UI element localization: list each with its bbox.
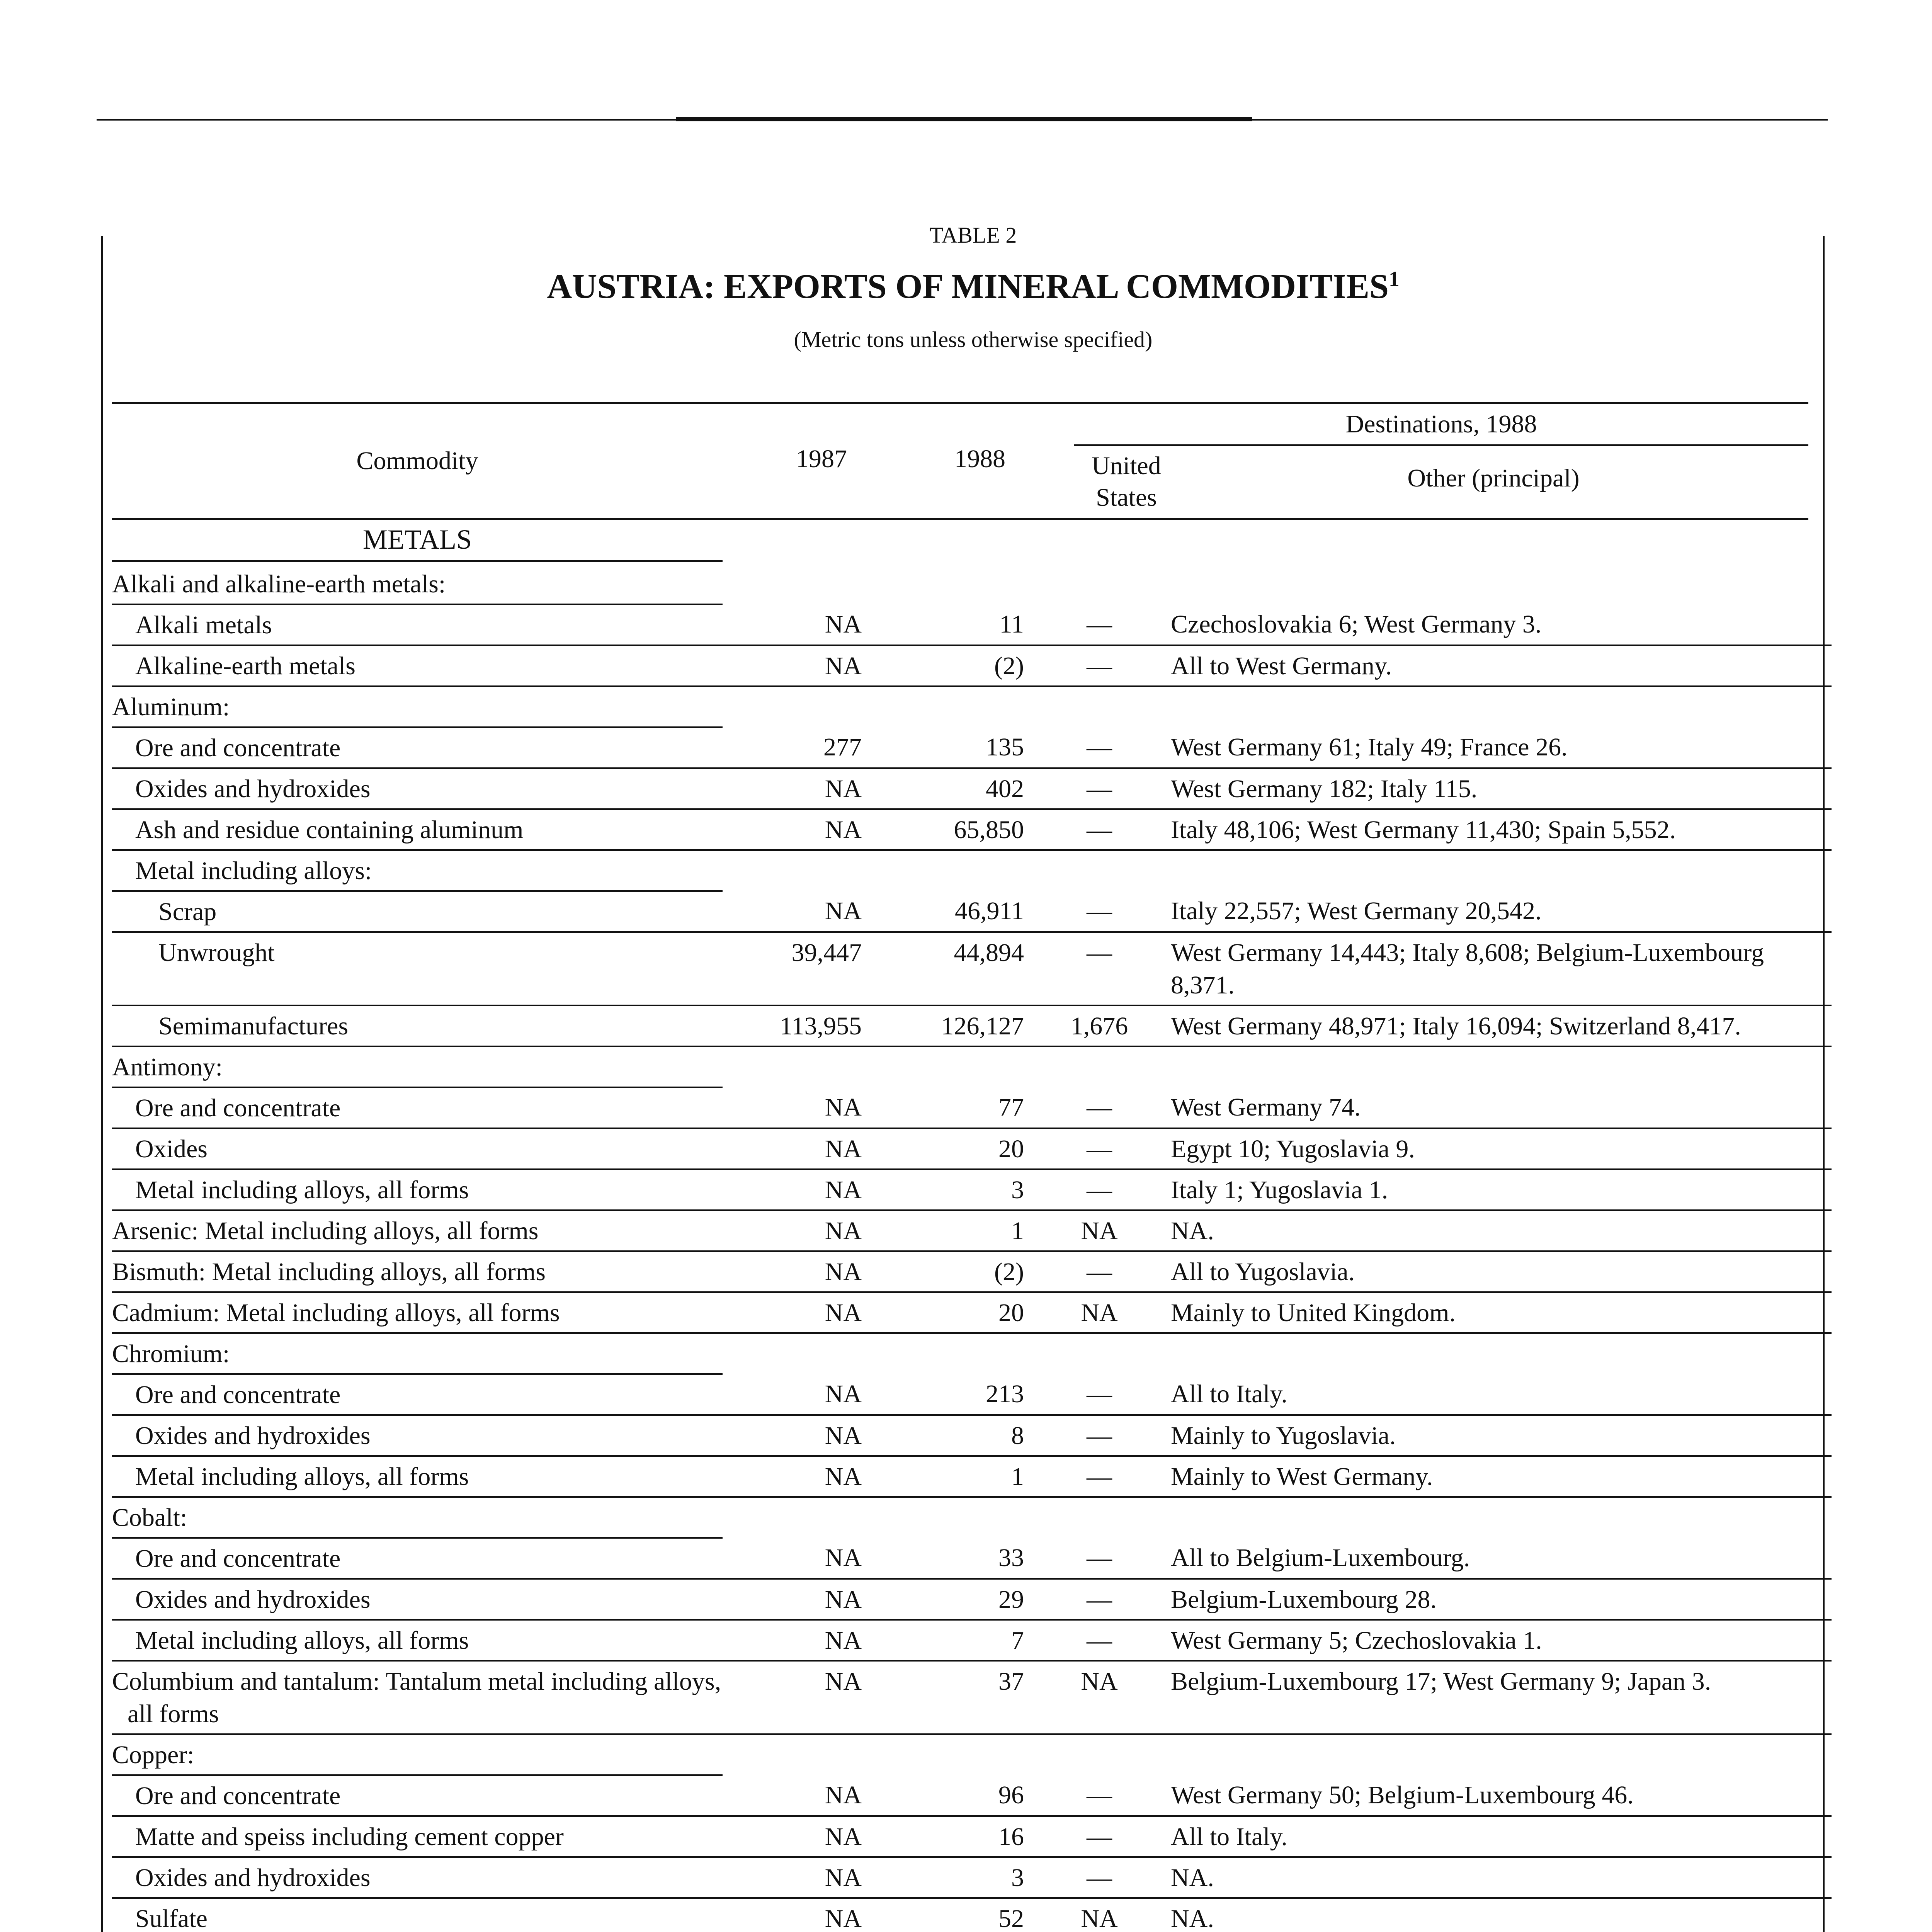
commodity-label: Chromium: (112, 1340, 230, 1368)
empty-cell (723, 1333, 877, 1374)
top-rule-thick (676, 117, 1252, 121)
value-other-destinations: NA. (1151, 1857, 1832, 1898)
destinations-rule (1074, 444, 1808, 446)
value-1987: NA (723, 768, 877, 809)
value-other-destinations: NA. (1151, 1210, 1832, 1251)
value-1988: 77 (877, 1087, 1047, 1128)
commodity-cell (112, 768, 723, 809)
page-title (0, 267, 1932, 306)
table-row (112, 1816, 1832, 1857)
commodity-label: Alkali metals (135, 611, 272, 639)
value-other-destinations: Belgium-Luxembourg 28. (1151, 1579, 1832, 1620)
value-1988: 29 (877, 1579, 1047, 1620)
commodity-cell (112, 1251, 723, 1292)
value-united-states: — (1047, 932, 1151, 1005)
value-united-states: — (1047, 1415, 1151, 1456)
value-united-states: — (1047, 1816, 1151, 1857)
value-1987: 277 (723, 727, 877, 768)
value-united-states: — (1047, 1857, 1151, 1898)
value-1987: 113,955 (723, 1005, 877, 1046)
commodity-label: Metal including alloys, all forms (135, 1626, 469, 1655)
empty-cell (1047, 1734, 1151, 1775)
value-1988: 96 (877, 1775, 1047, 1816)
commodity-label: Unwrought (158, 939, 275, 967)
value-1987: NA (723, 1857, 877, 1898)
subtitle: (Metric tons unless otherwise specified) (794, 327, 1153, 352)
value-other-destinations: West Germany 182; Italy 115. (1151, 768, 1832, 809)
left-margin-rule (101, 236, 103, 1932)
value-1987: 39,447 (723, 932, 877, 1005)
table-row (112, 1857, 1832, 1898)
empty-cell (1151, 1333, 1832, 1374)
table-row (112, 1579, 1832, 1620)
value-other-destinations: Italy 1; Yugoslavia 1. (1151, 1169, 1832, 1210)
header-commodity: Commodity (356, 447, 478, 475)
commodity-label: Aluminum: (112, 693, 230, 721)
value-united-states: — (1047, 1620, 1151, 1661)
commodity-cell (112, 1333, 723, 1374)
commodity-label: Alkaline-earth metals (135, 652, 355, 680)
empty-cell (1047, 686, 1151, 727)
value-1987: NA (723, 645, 877, 686)
value-1988: 11 (877, 604, 1047, 645)
commodity-cell (112, 1415, 723, 1456)
empty-cell (1151, 850, 1832, 891)
value-1987: NA (723, 1251, 877, 1292)
value-united-states: — (1047, 1775, 1151, 1816)
empty-cell (877, 1734, 1047, 1775)
value-1988: 46,911 (877, 891, 1047, 932)
commodity-label: Oxides and hydroxides (135, 1585, 371, 1614)
value-united-states: — (1047, 604, 1151, 645)
empty-cell (1047, 1333, 1151, 1374)
empty-cell (1047, 1497, 1151, 1538)
value-united-states: — (1047, 1579, 1151, 1620)
table-row (112, 1210, 1832, 1251)
value-1987: NA (723, 1456, 877, 1497)
empty-cell (877, 686, 1047, 727)
value-1988: 8 (877, 1415, 1047, 1456)
value-other-destinations: All to Italy. (1151, 1816, 1832, 1857)
value-1988: 3 (877, 1857, 1047, 1898)
value-1988: 52 (877, 1898, 1047, 1932)
value-1987: NA (723, 891, 877, 932)
commodity-label: Copper: (112, 1741, 194, 1769)
commodity-cell (112, 1857, 723, 1898)
value-1988: 402 (877, 768, 1047, 809)
empty-cell (1151, 1497, 1832, 1538)
value-other-destinations: Mainly to United Kingdom. (1151, 1292, 1832, 1333)
value-1987: NA (723, 1087, 877, 1128)
empty-cell (1151, 686, 1832, 727)
value-other-destinations: All to West Germany. (1151, 645, 1832, 686)
commodity-label: Cadmium: Metal including alloys, all forms (112, 1299, 560, 1327)
commodity-cell (112, 1374, 723, 1415)
value-other-destinations: Italy 48,106; West Germany 11,430; Spain 5,552. (1151, 809, 1832, 850)
commodity-cell (112, 1292, 723, 1333)
commodity-label: Ash and residue containing aluminum (135, 816, 524, 844)
value-united-states: — (1047, 1087, 1151, 1128)
commodity-cell (112, 932, 723, 1005)
commodity-cell (112, 1210, 723, 1251)
empty-cell (723, 1734, 877, 1775)
value-united-states: — (1047, 1128, 1151, 1169)
commodity-cell (112, 1898, 723, 1932)
value-1987: NA (723, 1374, 877, 1415)
value-1987: NA (723, 1775, 877, 1816)
table-category-row (112, 686, 1832, 727)
empty-cell (877, 1333, 1047, 1374)
value-united-states: NA (1047, 1898, 1151, 1932)
value-united-states: — (1047, 891, 1151, 932)
value-1987: NA (723, 1292, 877, 1333)
commodity-label: Semimanufactures (158, 1012, 349, 1040)
table-row (112, 604, 1832, 645)
commodity-label: Antimony: (112, 1053, 223, 1081)
table-row (112, 1005, 1832, 1046)
header-1987: 1987 (796, 445, 847, 473)
commodity-cell (112, 1579, 723, 1620)
empty-cell (877, 1046, 1047, 1087)
value-other-destinations: Egypt 10; Yugoslavia 9. (1151, 1128, 1832, 1169)
value-united-states: — (1047, 645, 1151, 686)
table-row (112, 1538, 1832, 1579)
value-other-destinations: West Germany 74. (1151, 1087, 1832, 1128)
table-row (112, 1169, 1832, 1210)
table-body (112, 564, 1832, 1932)
commodity-cell (112, 645, 723, 686)
commodity-cell (112, 1538, 723, 1579)
commodity-cell (112, 1734, 723, 1775)
empty-cell (1151, 1046, 1832, 1087)
commodity-label: Cobalt: (112, 1503, 187, 1532)
commodity-label: Metal including alloys: (135, 857, 372, 885)
commodity-cell (112, 1456, 723, 1497)
value-other-destinations: West Germany 48,971; Italy 16,094; Switzerland 8,417. (1151, 1005, 1832, 1046)
table-row (112, 1775, 1832, 1816)
table-row (112, 1898, 1832, 1932)
value-other-destinations: Italy 22,557; West Germany 20,542. (1151, 891, 1832, 932)
header-bottom-rule (112, 518, 1808, 520)
value-united-states: — (1047, 1538, 1151, 1579)
table-row (112, 1456, 1832, 1497)
commodity-cell (112, 809, 723, 850)
value-1988: 37 (877, 1661, 1047, 1734)
commodity-label: Alkali and alkaline-earth metals: (112, 570, 446, 598)
table-row (112, 768, 1832, 809)
value-1988: 44,894 (877, 932, 1047, 1005)
commodity-cell (112, 1775, 723, 1816)
table-category-row (112, 850, 1832, 891)
commodity-cell (112, 1005, 723, 1046)
value-1987: NA (723, 1661, 877, 1734)
commodity-label: Ore and concentrate (135, 1544, 341, 1573)
commodity-label: Scrap (158, 898, 217, 926)
commodity-cell (112, 1816, 723, 1857)
value-united-states: — (1047, 1374, 1151, 1415)
value-united-states: 1,676 (1047, 1005, 1151, 1046)
empty-cell (1151, 1734, 1832, 1775)
value-1988: (2) (877, 645, 1047, 686)
commodity-label: Oxides and hydroxides (135, 1864, 371, 1892)
table-row (112, 932, 1832, 1005)
commodity-cell (112, 564, 723, 604)
commodity-label: Columbium and tantalum: Tantalum metal including alloys, all forms (112, 1667, 721, 1728)
value-united-states: — (1047, 1251, 1151, 1292)
value-other-destinations: West Germany 61; Italy 49; France 26. (1151, 727, 1832, 768)
value-1987: NA (723, 1620, 877, 1661)
header-1988: 1988 (954, 445, 1005, 473)
value-united-states: — (1047, 727, 1151, 768)
commodity-cell (112, 1046, 723, 1087)
table-category-row (112, 1497, 1832, 1538)
table-category-row (112, 564, 1832, 604)
table-number: TABLE 2 (929, 223, 1017, 248)
commodity-label: Matte and speiss including cement copper (135, 1823, 564, 1851)
commodity-label: Ore and concentrate (135, 734, 341, 762)
empty-cell (723, 686, 877, 727)
commodity-label: Ore and concentrate (135, 1782, 341, 1810)
commodity-cell (112, 1661, 723, 1734)
header-united-states: United States (1092, 452, 1161, 512)
value-united-states: NA (1047, 1292, 1151, 1333)
table-row (112, 645, 1832, 686)
value-1987: NA (723, 1816, 877, 1857)
table-row (112, 1661, 1832, 1734)
value-1987: NA (723, 604, 877, 645)
value-other-destinations: West Germany 5; Czechoslovakia 1. (1151, 1620, 1832, 1661)
value-1988: 135 (877, 727, 1047, 768)
header-top-rule (112, 402, 1808, 404)
commodity-label: Oxides and hydroxides (135, 1422, 371, 1450)
commodity-label: Oxides and hydroxides (135, 775, 371, 803)
table-row (112, 1087, 1832, 1128)
table-row (112, 1292, 1832, 1333)
title-text: AUSTRIA: EXPORTS OF MINERAL COMMODITIES (547, 267, 1389, 306)
value-other-destinations: All to Yugoslavia. (1151, 1251, 1832, 1292)
commodity-label: Ore and concentrate (135, 1094, 341, 1122)
empty-cell (1047, 564, 1151, 604)
empty-cell (1151, 564, 1832, 604)
table-category-row (112, 1046, 1832, 1087)
commodity-label: Ore and concentrate (135, 1381, 341, 1409)
value-other-destinations: Belgium-Luxembourg 17; West Germany 9; Japan 3. (1151, 1661, 1832, 1734)
commodity-label: Oxides (135, 1135, 207, 1163)
value-other-destinations: West Germany 50; Belgium-Luxembourg 46. (1151, 1775, 1832, 1816)
empty-cell (723, 1046, 877, 1087)
value-1988: 20 (877, 1128, 1047, 1169)
value-1988: 7 (877, 1620, 1047, 1661)
table-row (112, 891, 1832, 932)
value-united-states: NA (1047, 1661, 1151, 1734)
exports-table (112, 564, 1832, 1932)
table-category-row (112, 1333, 1832, 1374)
table-row (112, 809, 1832, 850)
empty-cell (723, 564, 877, 604)
section-metals: METALS (362, 524, 472, 555)
commodity-label: Metal including alloys, all forms (135, 1176, 469, 1204)
value-1988: 213 (877, 1374, 1047, 1415)
value-1987: NA (723, 1538, 877, 1579)
value-other-destinations: All to Italy. (1151, 1374, 1832, 1415)
commodity-cell (112, 1087, 723, 1128)
value-other-destinations: Mainly to Yugoslavia. (1151, 1415, 1832, 1456)
commodity-label: Sulfate (135, 1905, 207, 1932)
value-1988: 65,850 (877, 809, 1047, 850)
commodity-label: Metal including alloys, all forms (135, 1463, 469, 1491)
value-1988: 1 (877, 1456, 1047, 1497)
commodity-label: Arsenic: Metal including alloys, all forms (112, 1217, 539, 1245)
value-1987: NA (723, 1128, 877, 1169)
value-1988: (2) (877, 1251, 1047, 1292)
commodity-cell (112, 850, 723, 891)
value-other-destinations: All to Belgium-Luxembourg. (1151, 1538, 1832, 1579)
value-1987: NA (723, 809, 877, 850)
table-row (112, 1128, 1832, 1169)
table-row (112, 1251, 1832, 1292)
title-footnote: 1 (1389, 267, 1400, 291)
empty-cell (877, 564, 1047, 604)
value-united-states: — (1047, 1456, 1151, 1497)
value-1987: NA (723, 1210, 877, 1251)
value-united-states: — (1047, 809, 1151, 850)
empty-cell (723, 1497, 877, 1538)
value-1988: 16 (877, 1816, 1047, 1857)
commodity-cell (112, 1169, 723, 1210)
header-other: Other (principal) (1407, 464, 1580, 492)
value-1987: NA (723, 1169, 877, 1210)
value-other-destinations: Czechoslovakia 6; West Germany 3. (1151, 604, 1832, 645)
value-other-destinations: NA. (1151, 1898, 1832, 1932)
empty-cell (1047, 1046, 1151, 1087)
commodity-cell (112, 891, 723, 932)
value-1988: 3 (877, 1169, 1047, 1210)
value-united-states: NA (1047, 1210, 1151, 1251)
value-1987: NA (723, 1579, 877, 1620)
value-1988: 33 (877, 1538, 1047, 1579)
commodity-cell (112, 686, 723, 727)
commodity-label: Bismuth: Metal including alloys, all forms (112, 1258, 546, 1286)
header-destinations: Destinations, 1988 (1345, 410, 1537, 438)
value-1987: NA (723, 1415, 877, 1456)
value-1988: 1 (877, 1210, 1047, 1251)
empty-cell (877, 1497, 1047, 1538)
commodity-cell (112, 1497, 723, 1538)
value-other-destinations: West Germany 14,443; Italy 8,608; Belgium-Luxembourg 8,371. (1151, 932, 1832, 1005)
section-metals-rule (112, 560, 723, 562)
table-row (112, 727, 1832, 768)
commodity-cell (112, 1128, 723, 1169)
commodity-cell (112, 604, 723, 645)
value-1988: 20 (877, 1292, 1047, 1333)
value-united-states: — (1047, 768, 1151, 809)
value-united-states: — (1047, 1169, 1151, 1210)
value-other-destinations: Mainly to West Germany. (1151, 1456, 1832, 1497)
empty-cell (877, 850, 1047, 891)
empty-cell (1047, 850, 1151, 891)
empty-cell (723, 850, 877, 891)
commodity-cell (112, 727, 723, 768)
table-row (112, 1415, 1832, 1456)
table-row (112, 1374, 1832, 1415)
value-1988: 126,127 (877, 1005, 1047, 1046)
commodity-cell (112, 1620, 723, 1661)
table-category-row (112, 1734, 1832, 1775)
table-row (112, 1620, 1832, 1661)
value-1987: NA (723, 1898, 877, 1932)
